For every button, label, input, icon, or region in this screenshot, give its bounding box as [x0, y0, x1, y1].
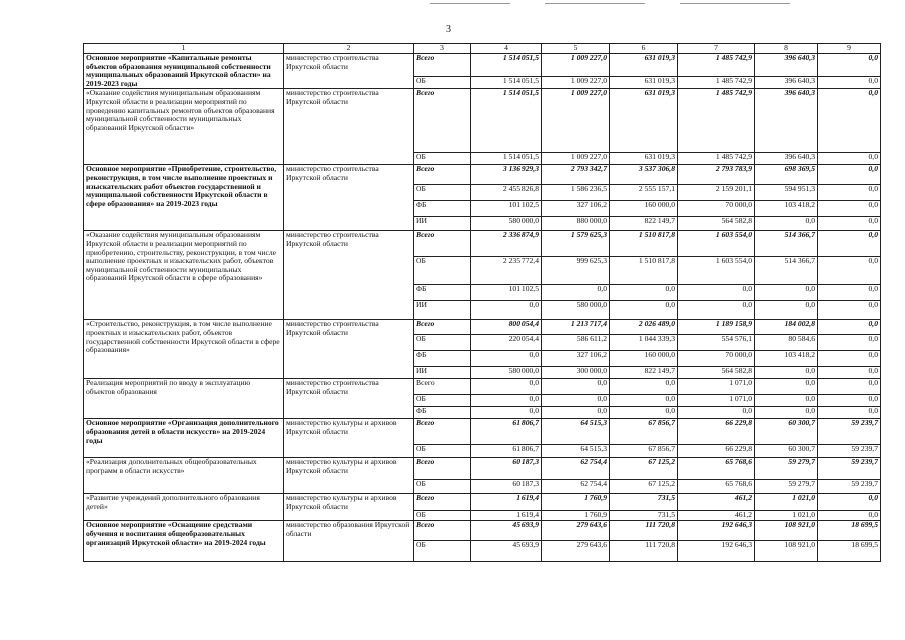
funding-source: ОБ: [414, 445, 471, 458]
amount-cell: 0,0: [818, 335, 881, 351]
funding-source: ОБ: [414, 185, 471, 201]
amount-cell: 279 643,6: [542, 541, 610, 562]
amount-cell: 160 000,0: [610, 351, 678, 367]
amount-cell: 103 418,2: [755, 201, 818, 217]
amount-cell: 0,0: [755, 367, 818, 379]
amount-cell: 0,0: [755, 407, 818, 419]
amount-cell: 0,0: [818, 217, 881, 231]
header-cell: 2: [284, 44, 414, 54]
header-cell: 3: [414, 44, 471, 54]
amount-cell: 1 021,0: [755, 494, 818, 511]
funding-source: ОБ: [414, 153, 471, 165]
amount-cell: 1 586 236,5: [542, 185, 610, 201]
amount-cell: 2 159 201,1: [678, 185, 755, 201]
amount-cell: 564 582,8: [678, 367, 755, 379]
amount-cell: 0,0: [818, 153, 881, 165]
funding-source: ФБ: [414, 201, 471, 217]
amount-cell: 67 856,7: [610, 445, 678, 458]
amount-cell: 731,5: [610, 511, 678, 521]
top-rule-left: [430, 3, 510, 4]
funding-source: ОБ: [414, 541, 471, 562]
amount-cell: 327 106,2: [542, 201, 610, 217]
table-row: [84, 320, 881, 335]
amount-cell: 0,0: [678, 407, 755, 419]
activity-name: «Реализация дополнительных общеобразовательных программ в области искусств»: [84, 458, 284, 494]
amount-cell: 0,0: [610, 285, 678, 301]
amount-cell: 64 515,3: [542, 419, 610, 445]
funding-source: Всего: [414, 419, 471, 445]
funding-source: ИИ: [414, 301, 471, 320]
amount-cell: 0,0: [471, 301, 542, 320]
funding-source: Всего: [414, 231, 471, 257]
funding-source: Всего: [414, 494, 471, 511]
amount-cell: 631 019,3: [610, 76, 678, 89]
amount-cell: 60 300,7: [755, 445, 818, 458]
amount-cell: 0,0: [755, 217, 818, 231]
activity-name: Реализация мероприятий по вводу в эксплуатацию объектов образования: [84, 379, 284, 419]
amount-cell: 70 000,0: [678, 201, 755, 217]
amount-cell: 279 643,6: [542, 521, 610, 541]
amount-cell: 0,0: [818, 76, 881, 89]
amount-cell: 66 229,8: [678, 419, 755, 445]
funding-source: ФБ: [414, 285, 471, 301]
amount-cell: 1 579 625,3: [542, 231, 610, 257]
header-cell: 7: [678, 44, 755, 54]
amount-cell: 65 768,6: [678, 458, 755, 480]
amount-cell: 0,0: [818, 165, 881, 185]
funding-source: ОБ: [414, 511, 471, 521]
funding-source: ИИ: [414, 217, 471, 231]
amount-cell: 0,0: [818, 367, 881, 379]
amount-cell: 0,0: [610, 301, 678, 320]
table-body: [84, 54, 881, 562]
amount-cell: 0,0: [818, 201, 881, 217]
amount-cell: 60 300,7: [755, 419, 818, 445]
funding-source: ОБ: [414, 480, 471, 494]
amount-cell: 67 856,7: [610, 419, 678, 445]
amount-cell: 1 514 051,5: [471, 54, 542, 77]
amount-cell: 0,0: [610, 379, 678, 395]
funding-source: Всего: [414, 89, 471, 153]
table-row: [84, 494, 881, 511]
amount-cell: 396 640,3: [755, 76, 818, 89]
amount-cell: 220 054,4: [471, 335, 542, 351]
executor: министерство культуры и архивов Иркутской области: [284, 419, 414, 458]
amount-cell: 554 576,1: [678, 335, 755, 351]
activity-name: «Развитие учреждений дополнительного образования детей»: [84, 494, 284, 521]
amount-cell: 111 720,8: [610, 521, 678, 541]
amount-cell: 62 754,4: [542, 480, 610, 494]
amount-cell: 1 514 051,5: [471, 153, 542, 165]
amount-cell: 1 071,0: [678, 395, 755, 407]
table-row: [84, 89, 881, 153]
amount-cell: 45 693,9: [471, 541, 542, 562]
amount-cell: 60 187,3: [471, 480, 542, 494]
amount-cell: 0,0: [818, 89, 881, 153]
activity-name: Основное мероприятие «Приобретение, строительство, реконструкция, в том числе выполнение проектных и изыскательских работ объектов государственной и муниципальной собственности Иркутской области в сфере образования» на 2019-2023 годы: [84, 165, 284, 231]
amount-cell: 1 189 158,9: [678, 320, 755, 335]
executor: министерство строительства Иркутской области: [284, 165, 414, 231]
amount-cell: 2 336 874,9: [471, 231, 542, 257]
amount-cell: 2 455 826,8: [471, 185, 542, 201]
header-cell: 6: [610, 44, 678, 54]
amount-cell: 461,2: [678, 511, 755, 521]
amount-cell: 67 125,2: [610, 480, 678, 494]
amount-cell: 59 239,7: [818, 480, 881, 494]
amount-cell: 192 646,3: [678, 521, 755, 541]
amount-cell: 631 019,3: [610, 153, 678, 165]
amount-cell: 0,0: [818, 511, 881, 521]
amount-cell: 184 002,8: [755, 320, 818, 335]
header-cell: 5: [542, 44, 610, 54]
amount-cell: 1 619,4: [471, 511, 542, 521]
amount-cell: 822 149,7: [610, 367, 678, 379]
amount-cell: 0,0: [471, 351, 542, 367]
header-row: [84, 44, 881, 54]
amount-cell: 1 485 742,9: [678, 76, 755, 89]
amount-cell: 111 720,8: [610, 541, 678, 562]
table-row: [84, 521, 881, 541]
amount-cell: 59 239,7: [818, 458, 881, 480]
amount-cell: 731,5: [610, 494, 678, 511]
amount-cell: 59 239,7: [818, 445, 881, 458]
amount-cell: 514 366,7: [755, 257, 818, 285]
executor: министерство образования Иркутской области: [284, 521, 414, 562]
amount-cell: 0,0: [818, 301, 881, 320]
amount-cell: 1 760,9: [542, 494, 610, 511]
page-number: 3: [446, 24, 451, 35]
amount-cell: 2 555 157,1: [610, 185, 678, 201]
amount-cell: 3 136 929,3: [471, 165, 542, 185]
amount-cell: 800 054,4: [471, 320, 542, 335]
activity-name: «Строительство, реконструкция, в том числе выполнение проектных и изыскательских работ, объектов государственной собственности Иркутской области в сфере образования»: [84, 320, 284, 379]
amount-cell: 0,0: [818, 257, 881, 285]
amount-cell: 0,0: [818, 231, 881, 257]
amount-cell: 0,0: [542, 379, 610, 395]
amount-cell: 61 806,7: [471, 445, 542, 458]
amount-cell: 0,0: [471, 395, 542, 407]
amount-cell: 2 793 342,7: [542, 165, 610, 185]
amount-cell: 514 366,7: [755, 231, 818, 257]
header-cell: 9: [818, 44, 881, 54]
amount-cell: 1 510 817,8: [610, 257, 678, 285]
activity-name: Основное мероприятие «Капитальные ремонты объектов образования муниципальной собственности муниципальных образований Иркутской области» на 2019-2023 годы: [84, 54, 284, 89]
funding-source: ФБ: [414, 351, 471, 367]
executor: министерство строительства Иркутской области: [284, 379, 414, 419]
amount-cell: 0,0: [610, 395, 678, 407]
table-row: [84, 419, 881, 445]
header-cell: 4: [471, 44, 542, 54]
activity-name: «Оказание содействия муниципальным образованиям Иркутской области в реализации мероприятий по проведению капитальных ремонтов объектов образования муниципальной собственности муниципальных образований Иркутской области»: [84, 89, 284, 165]
amount-cell: 0,0: [818, 320, 881, 335]
budget-table: [83, 43, 881, 562]
amount-cell: 61 806,7: [471, 419, 542, 445]
amount-cell: 62 754,4: [542, 458, 610, 480]
amount-cell: 0,0: [678, 285, 755, 301]
amount-cell: 0,0: [755, 301, 818, 320]
funding-source: ОБ: [414, 76, 471, 89]
amount-cell: 65 768,6: [678, 480, 755, 494]
amount-cell: 0,0: [818, 494, 881, 511]
amount-cell: 0,0: [678, 301, 755, 320]
amount-cell: 564 582,8: [678, 217, 755, 231]
amount-cell: 1 044 339,3: [610, 335, 678, 351]
amount-cell: 580 000,0: [471, 217, 542, 231]
amount-cell: 1 603 554,0: [678, 231, 755, 257]
amount-cell: 1 485 742,9: [678, 89, 755, 153]
amount-cell: 67 125,2: [610, 458, 678, 480]
amount-cell: 1 021,0: [755, 511, 818, 521]
amount-cell: 101 102,5: [471, 285, 542, 301]
amount-cell: 698 369,5: [755, 165, 818, 185]
top-rule-far-right: [680, 3, 790, 4]
table-row: [84, 231, 881, 257]
amount-cell: 1 071,0: [678, 379, 755, 395]
amount-cell: 0,0: [542, 395, 610, 407]
amount-cell: 59 279,7: [755, 458, 818, 480]
amount-cell: 396 640,3: [755, 153, 818, 165]
amount-cell: 3 537 306,8: [610, 165, 678, 185]
amount-cell: 300 000,0: [542, 367, 610, 379]
amount-cell: 1 009 227,0: [542, 76, 610, 89]
amount-cell: 461,2: [678, 494, 755, 511]
funding-source: ОБ: [414, 335, 471, 351]
amount-cell: 66 229,8: [678, 445, 755, 458]
amount-cell: 0,0: [818, 379, 881, 395]
top-rule-right: [545, 3, 645, 4]
amount-cell: 192 646,3: [678, 541, 755, 562]
amount-cell: 0,0: [755, 285, 818, 301]
activity-name: «Оказание содействия муниципальным образованиям Иркутской области в реализации мероприятий по приобретению, строительству, реконструкции, в том числе выполнение проектных и изыскательских работ, объектов муниципальной собственности муниципальных образований Иркутской области в сфере образования»: [84, 231, 284, 320]
executor: министерство строительства Иркутской области: [284, 231, 414, 320]
amount-cell: 0,0: [818, 285, 881, 301]
amount-cell: 880 000,0: [542, 217, 610, 231]
funding-source: Всего: [414, 320, 471, 335]
amount-cell: 1 485 742,9: [678, 153, 755, 165]
amount-cell: 0,0: [818, 351, 881, 367]
funding-source: ОБ: [414, 395, 471, 407]
amount-cell: 631 019,3: [610, 89, 678, 153]
amount-cell: 396 640,3: [755, 89, 818, 153]
amount-cell: 631 019,3: [610, 54, 678, 77]
funding-source: ФБ: [414, 407, 471, 419]
amount-cell: 108 921,0: [755, 521, 818, 541]
amount-cell: 580 000,0: [471, 367, 542, 379]
table-row: [84, 54, 881, 77]
amount-cell: 80 584,6: [755, 335, 818, 351]
amount-cell: 60 187,3: [471, 458, 542, 480]
amount-cell: 1 603 554,0: [678, 257, 755, 285]
header-cell: 1: [84, 44, 284, 54]
header-cell: 8: [755, 44, 818, 54]
amount-cell: 0,0: [755, 395, 818, 407]
funding-source: Всего: [414, 379, 471, 395]
amount-cell: 0,0: [542, 285, 610, 301]
amount-cell: 396 640,3: [755, 54, 818, 77]
amount-cell: 586 611,2: [542, 335, 610, 351]
executor: министерство культуры и архивов Иркутской области: [284, 458, 414, 494]
amount-cell: 0,0: [818, 185, 881, 201]
amount-cell: 2 026 489,0: [610, 320, 678, 335]
amount-cell: 101 102,5: [471, 201, 542, 217]
table-row: [84, 165, 881, 185]
amount-cell: 594 951,3: [755, 185, 818, 201]
amount-cell: 1 009 227,0: [542, 153, 610, 165]
table-row: [84, 458, 881, 480]
amount-cell: 1 213 717,4: [542, 320, 610, 335]
amount-cell: 1 009 227,0: [542, 54, 610, 77]
amount-cell: 103 418,2: [755, 351, 818, 367]
executor: министерство строительства Иркутской области: [284, 89, 414, 165]
amount-cell: 0,0: [471, 379, 542, 395]
funding-source: ИИ: [414, 367, 471, 379]
amount-cell: 1 760,9: [542, 511, 610, 521]
funding-source: ОБ: [414, 257, 471, 285]
amount-cell: 999 625,3: [542, 257, 610, 285]
table-row: [84, 379, 881, 395]
funding-source: Всего: [414, 54, 471, 77]
funding-source: Всего: [414, 521, 471, 541]
amount-cell: 0,0: [471, 407, 542, 419]
amount-cell: 1 514 051,5: [471, 76, 542, 89]
amount-cell: 45 693,9: [471, 521, 542, 541]
amount-cell: 1 485 742,9: [678, 54, 755, 77]
amount-cell: 18 699,5: [818, 541, 881, 562]
amount-cell: 108 921,0: [755, 541, 818, 562]
amount-cell: 1 514 051,5: [471, 89, 542, 153]
executor: министерство строительства Иркутской области: [284, 54, 414, 89]
amount-cell: 1 619,4: [471, 494, 542, 511]
amount-cell: 18 699,5: [818, 521, 881, 541]
amount-cell: 0,0: [818, 395, 881, 407]
executor: министерство культуры и архивов Иркутской области: [284, 494, 414, 521]
amount-cell: 0,0: [610, 407, 678, 419]
amount-cell: 0,0: [818, 54, 881, 77]
amount-cell: 822 149,7: [610, 217, 678, 231]
amount-cell: 0,0: [542, 407, 610, 419]
amount-cell: 70 000,0: [678, 351, 755, 367]
amount-cell: 1 009 227,0: [542, 89, 610, 153]
funding-source: Всего: [414, 458, 471, 480]
amount-cell: 59 279,7: [755, 480, 818, 494]
amount-cell: 1 510 817,8: [610, 231, 678, 257]
amount-cell: 160 000,0: [610, 201, 678, 217]
amount-cell: 2 235 772,4: [471, 257, 542, 285]
executor: министерство строительства Иркутской области: [284, 320, 414, 379]
amount-cell: 59 239,7: [818, 419, 881, 445]
funding-source: Всего: [414, 165, 471, 185]
amount-cell: 327 106,2: [542, 351, 610, 367]
amount-cell: 64 515,3: [542, 445, 610, 458]
amount-cell: 0,0: [818, 407, 881, 419]
amount-cell: 2 793 783,9: [678, 165, 755, 185]
amount-cell: 0,0: [755, 379, 818, 395]
activity-name: Основное мероприятие «Оснащение средствами обучения и воспитания общеобразовательных организаций Иркутской области» на 2019-2024 годы: [84, 521, 284, 562]
amount-cell: 580 000,0: [542, 301, 610, 320]
activity-name: Основное мероприятие «Организация дополнительного образования детей в области искусств» на 2019-2024 годы: [84, 419, 284, 458]
